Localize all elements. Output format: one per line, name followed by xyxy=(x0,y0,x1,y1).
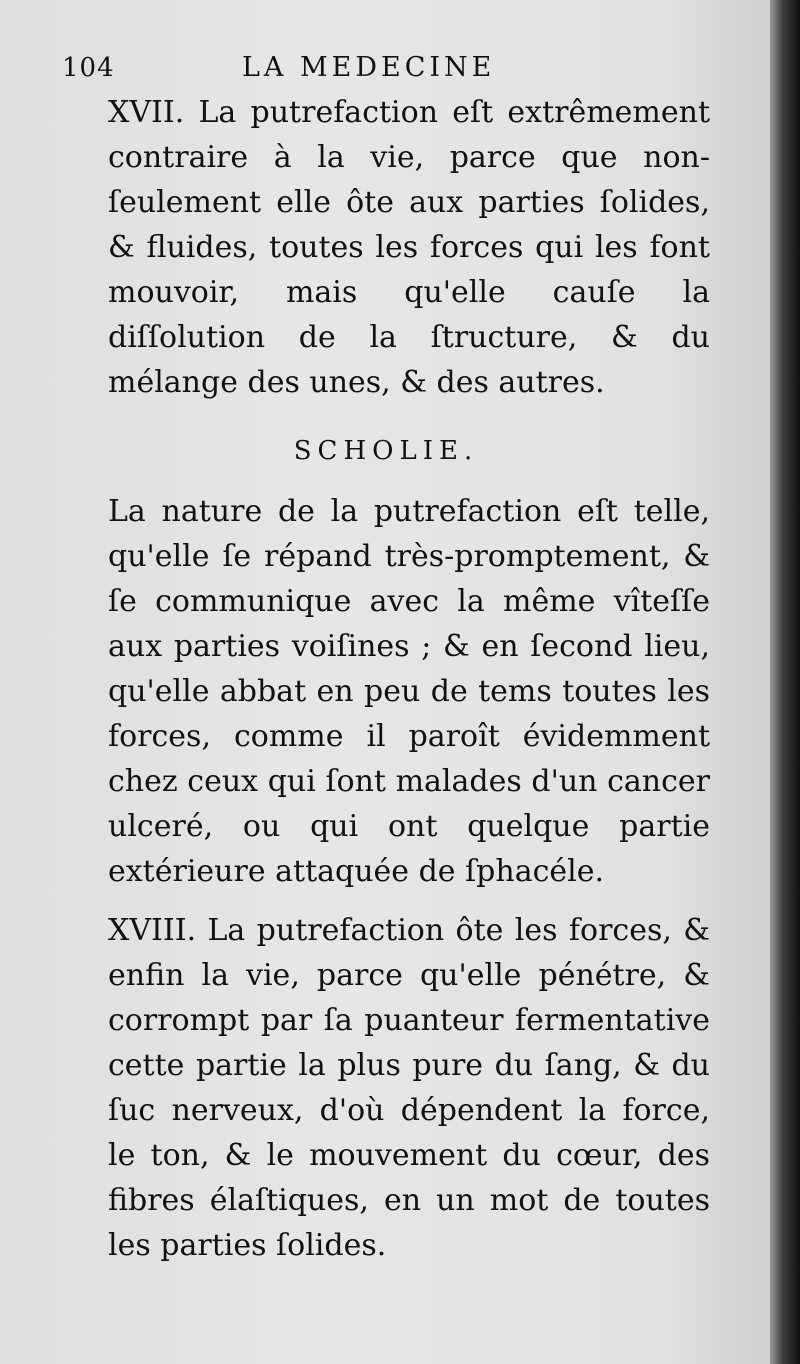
page-gutter-shadow xyxy=(770,0,800,1364)
paragraph-xviii xyxy=(62,908,710,1268)
paragraph-xvii-text: La putrefaction eſt extrêmement contraire à la vie, parce que non-ſeulement elle ôte aux parties ſolides, & fluides, toutes les forces qui les font mouvoir, mais qu'elle cauſe la diſſolution de la ſtructure, & du mélange des unes, & des autres. xyxy=(108,95,710,400)
scholie-paragraph: La nature de la putrefaction eſt telle, qu'elle ſe répand très-promptement, & ſe communique avec la même vîteſſe aux parties voiſines ; & en ſecond lieu, qu'elle abbat en peu de tems toutes les forces, comme il paroît évidemment chez ceux qui ſont malades d'un cancer ulceré, ou qui ont quelque partie extérieure attaquée de ſphacéle. xyxy=(108,494,710,889)
page-text-block xyxy=(62,40,710,1268)
section-numeral-xvii: XVII. xyxy=(108,95,185,130)
running-head xyxy=(62,40,710,96)
running-title: LA MEDECINE xyxy=(242,52,496,83)
paragraph-xvii xyxy=(62,90,710,405)
section-numeral-xviii: XVIII. xyxy=(108,913,197,948)
page-number: 104 xyxy=(62,53,115,83)
scholie-heading: SCHOLIE. xyxy=(293,436,479,466)
paragraph-xviii-text: La putrefaction ôte les forces, & enfin la vie, parce qu'elle pénétre, & corrompt par ſa puanteur fermentative cette partie la plus pure du ſang, & du ſuc nerveux, d'où dépendent la force, le ton, & le mouvement du cœur, des fibres élaſtiques, en un mot de toutes les parties ſolides. xyxy=(108,913,710,1263)
